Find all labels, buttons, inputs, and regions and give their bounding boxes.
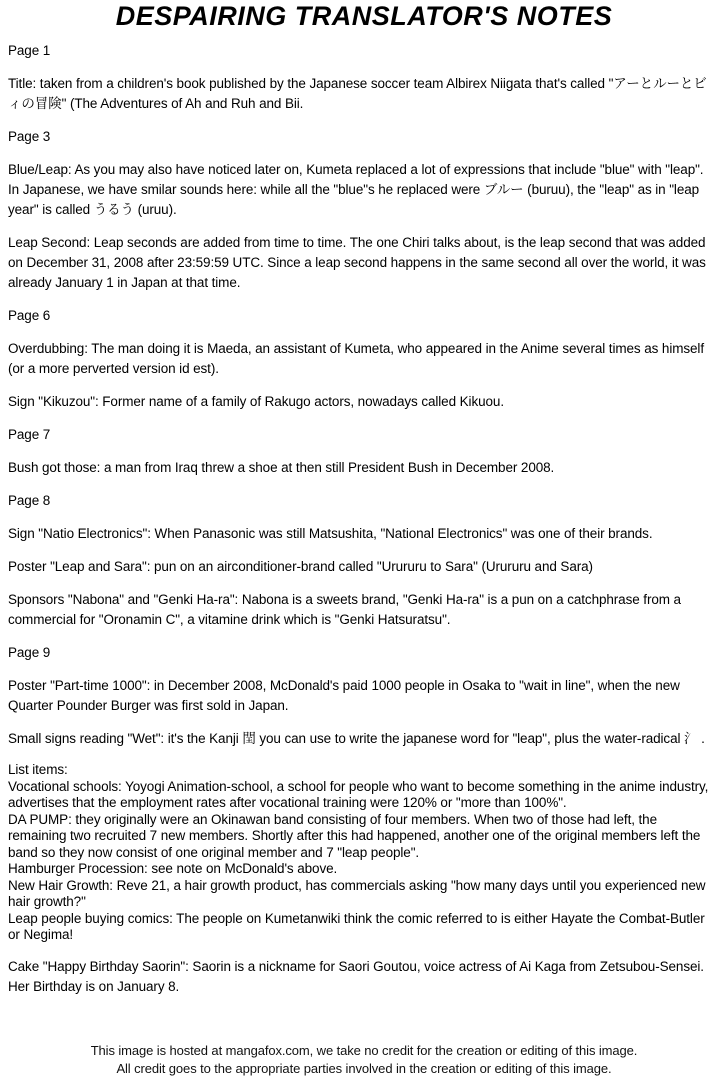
note-paragraph: Bush got those: a man from Iraq threw a shoe at then still President Bush in December 2008. xyxy=(8,460,555,475)
disclaimer-line-2: All credit goes to the appropriate parties involved in the creation or editing of this image. xyxy=(116,1061,612,1076)
note-paragraph: Title: taken from a children's book published by the Japanese soccer team Albirex Niigata that's called "アーとルーとビィの冒険" (The Adventures of Ah and Ruh and Bii. xyxy=(8,76,707,111)
page-title: DESPAIRING TRANSLATOR'S NOTES xyxy=(115,1,613,31)
note-paragraph: Small signs reading "Wet": it's the Kanji 閏 you can use to write the japanese word for "leap", plus the water-radical 氵 . xyxy=(8,731,705,746)
page-heading: Page 9 xyxy=(8,645,51,660)
note-paragraph: Leap Second: Leap seconds are added from time to time. The one Chiri talks about, is the leap second that was added on December 31, 2008 after 23:59:59 UTC. Since a leap second happens in the same second all over the world, it was already January 1 in Japan at that time. xyxy=(8,235,706,290)
page-heading: Page 6 xyxy=(8,308,51,323)
note-list-item: New Hair Growth: Reve 21, a hair growth product, has commercials asking "how many days until you experienced new hair growth?" xyxy=(8,877,706,909)
note-paragraph: Sign "Natio Electronics": When Panasonic was still Matsushita, "National Electronics" was one of their brands. xyxy=(8,526,653,541)
disclaimer-line-1: This image is hosted at mangafox.com, we take no credit for the creation or editing of this image. xyxy=(90,1043,638,1058)
note-list-item: DA PUMP: they originally were an Okinawan band consisting of four members. When two of those had left, the remaining two recruited 7 new members. Shortly after this had happened, another one of the original members left the band so they now consist of one original member and 7 "leap people". xyxy=(8,811,701,860)
note-list-label: List items: xyxy=(8,762,68,777)
note-list-item: Leap people buying comics: The people on Kumetanwiki think the comic referred to is either Hayate the Combat-Butler or Negima! xyxy=(8,910,705,942)
note-paragraph: Cake "Happy Birthday Saorin": Saorin is a nickname for Saori Goutou, voice actress of Ai Kaga from Zetsubou-Sensei. Her Birthday is on January 8. xyxy=(8,958,704,994)
page-heading: Page 8 xyxy=(8,493,51,508)
note-paragraph: Sign "Kikuzou": Former name of a family of Rakugo actors, nowadays called Kikuou. xyxy=(8,394,504,409)
note-paragraph: Sponsors "Nabona" and "Genki Ha-ra": Nabona is a sweets brand, "Genki Ha-ra" is a pun on a catchphrase from a commercial for "Oronamin C", a vitamine drink which is "Genki Hatsuratsu". xyxy=(8,592,681,627)
page-heading: Page 3 xyxy=(8,129,51,144)
note-paragraph: Poster "Leap and Sara": pun on an airconditioner-brand called "Urururu to Sara" (Urururu and Sara) xyxy=(8,559,593,574)
notes-body xyxy=(0,41,728,997)
page-heading: Page 7 xyxy=(8,427,51,442)
hosting-disclaimer xyxy=(0,1042,728,1078)
page-heading: Page 1 xyxy=(8,43,51,58)
note-paragraph: Blue/Leap: As you may also have noticed later on, Kumeta replaced a lot of expressions that include "blue" with "leap". In Japanese, we have smilar sounds here: while all the "blue"s he replaced were ブルー (buruu), the "leap" as in "leap year" is called うるう (uruu). xyxy=(8,162,704,217)
note-list-item: Vocational schools: Yoyogi Animation-school, a school for people who want to become something in the anime industry, advertises that the employment rates after vocational training were 120% or "more than 100%". xyxy=(8,778,709,810)
note-list xyxy=(8,762,718,944)
note-list-item: Hamburger Procession: see note on McDonald's above. xyxy=(8,861,338,876)
note-paragraph: Overdubbing: The man doing it is Maeda, an assistant of Kumeta, who appeared in the Anime several times as himself (or a more perverted version id est). xyxy=(8,341,704,376)
note-paragraph: Poster "Part-time 1000": in December 2008, McDonald's paid 1000 people in Osaka to "wait in line", when the new Quarter Pounder Burger was first sold in Japan. xyxy=(8,678,680,713)
